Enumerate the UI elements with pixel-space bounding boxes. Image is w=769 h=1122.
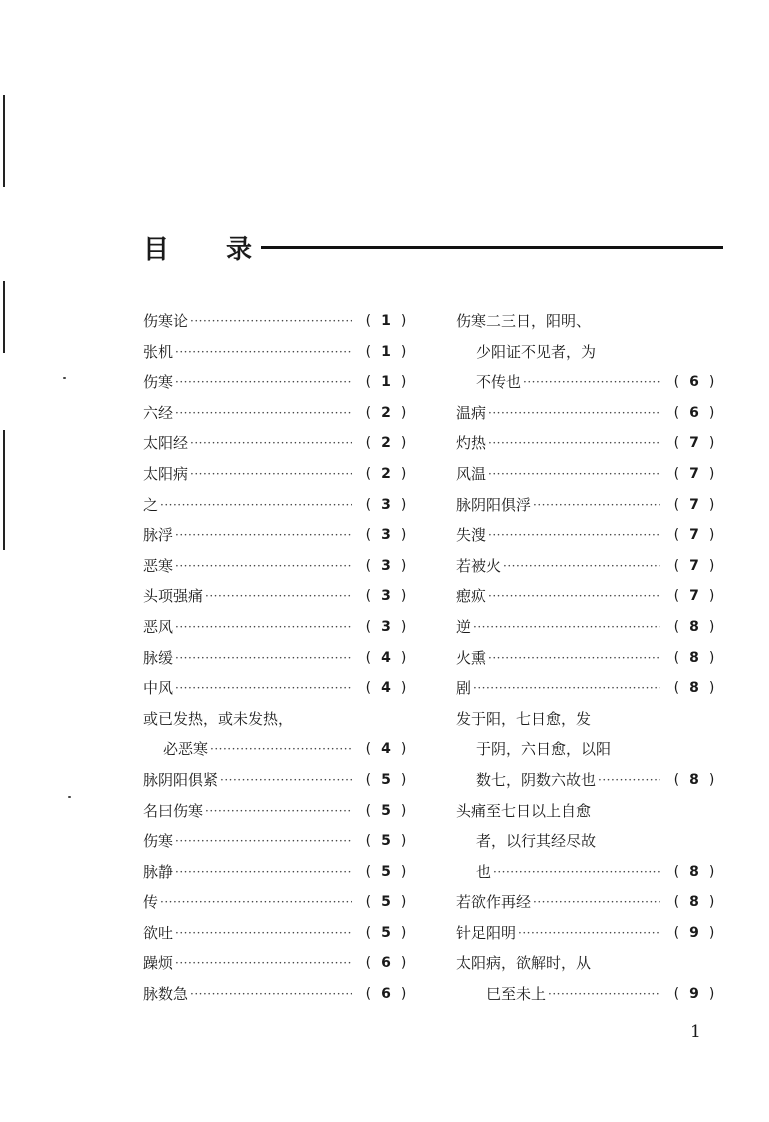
scan-speck — [68, 796, 71, 798]
toc-page-number: ( 2 ) — [365, 465, 407, 482]
toc-entry-label: 名曰伤寒 — [143, 801, 204, 820]
dot-leader — [175, 612, 352, 643]
toc-entry-label: 脉阴阳俱紧 — [143, 770, 219, 789]
toc-entry[interactable] — [143, 643, 418, 674]
toc-entry[interactable] — [143, 704, 418, 735]
page-value: 8 — [689, 680, 699, 697]
dot-leader — [473, 612, 660, 643]
toc-entry[interactable] — [456, 520, 726, 551]
toc-page-number: ( 5 ) — [365, 924, 407, 941]
page-value: 5 — [381, 863, 391, 880]
page-value: 9 — [689, 924, 699, 941]
toc-page-number: ( 9 ) — [673, 986, 715, 1003]
toc-page-number: ( 8 ) — [673, 680, 715, 697]
dot-leader — [210, 734, 352, 765]
toc-entry[interactable] — [143, 765, 418, 796]
dot-leader — [493, 857, 660, 888]
dot-leader — [175, 337, 352, 368]
page-value: 7 — [689, 527, 699, 544]
toc-page-number: ( 6 ) — [673, 404, 715, 421]
page-value: 5 — [381, 771, 391, 788]
toc-entry-label: 脉静 — [143, 862, 174, 881]
page-value: 3 — [381, 496, 391, 513]
toc-entry[interactable] — [456, 979, 726, 1010]
heading-rule — [261, 246, 723, 249]
dot-leader — [488, 459, 660, 490]
page-value: 2 — [381, 435, 391, 452]
dot-leader — [205, 796, 352, 827]
toc-entry-label: 或已发热，或未发热， — [143, 709, 294, 728]
toc-entry[interactable] — [456, 612, 726, 643]
toc-entry[interactable] — [143, 306, 418, 337]
page-value: 7 — [689, 557, 699, 574]
page-value: 3 — [381, 618, 391, 635]
dot-leader — [503, 551, 660, 582]
dot-leader — [190, 459, 352, 490]
toc-page-number: ( 4 ) — [365, 741, 407, 758]
toc-entry-label: 伤寒论 — [143, 312, 189, 330]
toc-page-number: ( 7 ) — [673, 435, 715, 452]
toc-entry-label: 少阳证不见者，为 — [476, 342, 597, 361]
toc-column-right — [456, 306, 726, 1010]
toc-entry-label: 太阳经 — [143, 434, 189, 453]
dot-leader — [533, 887, 660, 918]
toc-entry[interactable] — [456, 551, 726, 582]
dot-leader — [190, 979, 352, 1010]
toc-page-number: ( 7 ) — [673, 465, 715, 482]
toc-entry-label: 若被火 — [456, 556, 502, 575]
page-value: 4 — [381, 741, 391, 758]
toc-entry-label: 头痛至七日以上自愈 — [456, 801, 592, 820]
toc-entry[interactable] — [456, 398, 726, 429]
heading-char: 目 — [143, 235, 170, 265]
toc-page-number: ( 8 ) — [673, 894, 715, 911]
toc-page-number: ( 1 ) — [365, 313, 407, 329]
toc-entry-label: 太阳病 — [143, 464, 189, 483]
toc-entry[interactable] — [456, 428, 726, 459]
toc-page-number: ( 1 ) — [365, 374, 407, 391]
toc-entry[interactable] — [143, 581, 418, 612]
toc-entry-label: 脉缓 — [143, 648, 174, 667]
toc-entry-label: 伤寒二三日，阳明、 — [456, 312, 592, 330]
toc-entry[interactable] — [143, 826, 418, 857]
toc-page-number: ( 5 ) — [365, 802, 407, 819]
toc-entry-label: 数七，阴数六故也 — [476, 770, 597, 789]
toc-entry-label: 中风 — [143, 679, 174, 698]
toc-entry-label: 伤寒 — [143, 373, 174, 392]
toc-entry[interactable] — [456, 857, 726, 888]
scan-edge-mark — [3, 95, 5, 187]
toc-page-number: ( 4 ) — [365, 680, 407, 697]
toc-entry[interactable] — [143, 459, 418, 490]
toc-entry-label: 瘛疭 — [456, 587, 487, 606]
dot-leader — [533, 490, 660, 521]
page-value: 6 — [381, 955, 391, 972]
toc-page-number: ( 9 ) — [673, 924, 715, 941]
toc-entry[interactable] — [456, 643, 726, 674]
toc-page-number: ( 7 ) — [673, 496, 715, 513]
toc-entry-label: 灼热 — [456, 434, 487, 453]
toc-page-number: ( 4 ) — [365, 649, 407, 666]
toc-entry-label: 巳至未上 — [486, 985, 547, 1004]
toc-entry[interactable] — [456, 704, 726, 735]
toc-entry[interactable] — [143, 918, 418, 949]
toc-entry[interactable] — [143, 734, 418, 765]
dot-leader — [175, 367, 352, 398]
toc-entry-label: 剧 — [456, 679, 472, 698]
page-value: 2 — [381, 404, 391, 421]
scan-edge-mark — [3, 281, 5, 353]
toc-entry-label: 针足阳明 — [456, 923, 517, 942]
dot-leader — [175, 398, 352, 429]
toc-page-number: ( 5 ) — [365, 894, 407, 911]
toc-entry[interactable] — [456, 918, 726, 949]
toc-entry[interactable] — [456, 673, 726, 704]
toc-page-number: ( 2 ) — [365, 404, 407, 421]
dot-leader — [190, 428, 352, 459]
toc-entry[interactable] — [143, 948, 418, 979]
toc-entry-label: 于阴，六日愈，以阳 — [476, 740, 612, 759]
toc-entry-label: 失溲 — [456, 526, 487, 545]
toc-page-number: ( 3 ) — [365, 618, 407, 635]
dot-leader — [473, 673, 660, 704]
dot-leader — [488, 398, 660, 429]
heading-char: 录 — [226, 235, 253, 265]
page-value: 8 — [689, 894, 699, 911]
page-value: 1 — [381, 313, 391, 329]
toc-entry-label: 欲吐 — [143, 923, 174, 942]
toc-entry-label: 脉浮 — [143, 526, 174, 545]
dot-leader — [523, 367, 660, 398]
scan-edge-mark — [3, 430, 5, 550]
dot-leader — [175, 673, 352, 704]
dot-leader — [205, 581, 352, 612]
dot-leader — [488, 643, 660, 674]
dot-leader — [160, 490, 352, 521]
toc-entry-label: 六经 — [143, 403, 174, 422]
toc-page-number: ( 8 ) — [673, 863, 715, 880]
toc-entry-label: 温病 — [456, 403, 487, 422]
toc-page-number: ( 2 ) — [365, 435, 407, 452]
toc-page-number: ( 7 ) — [673, 527, 715, 544]
toc-entry[interactable] — [143, 337, 418, 368]
dot-leader — [518, 918, 660, 949]
dot-leader — [175, 826, 352, 857]
toc-column-left — [143, 306, 418, 1010]
toc-entry-label: 头项强痛 — [143, 587, 204, 606]
toc-entry[interactable] — [456, 367, 726, 398]
page-value: 6 — [689, 404, 699, 421]
toc-page-number: ( 5 ) — [365, 863, 407, 880]
toc-page-number: ( 5 ) — [365, 771, 407, 788]
toc-page-number: ( 1 ) — [365, 343, 407, 360]
dot-leader — [160, 887, 352, 918]
page-value: 8 — [689, 863, 699, 880]
dot-leader — [175, 520, 352, 551]
toc-entry[interactable] — [143, 520, 418, 551]
toc-entry[interactable] — [456, 765, 726, 796]
toc-page-number: ( 5 ) — [365, 833, 407, 850]
toc-entry[interactable] — [143, 673, 418, 704]
page-value: 4 — [381, 649, 391, 666]
page-value: 5 — [381, 894, 391, 911]
toc-entry-label: 风温 — [456, 464, 487, 483]
toc-page-number: ( 6 ) — [365, 955, 407, 972]
toc-entry[interactable] — [456, 948, 726, 979]
dot-leader — [220, 765, 352, 796]
dot-leader — [175, 918, 352, 949]
toc-entry[interactable] — [143, 612, 418, 643]
page-value: 7 — [689, 588, 699, 605]
page-value: 8 — [689, 649, 699, 666]
toc-heading — [143, 232, 723, 272]
toc-page-number: ( 8 ) — [673, 771, 715, 788]
toc-entry-label: 张机 — [143, 342, 174, 361]
dot-leader — [190, 306, 352, 337]
toc-entry[interactable] — [143, 857, 418, 888]
toc-entry-label: 脉阴阳俱浮 — [456, 495, 532, 514]
toc-entry[interactable] — [143, 490, 418, 521]
toc-page-number: ( 3 ) — [365, 588, 407, 605]
page-value: 8 — [689, 771, 699, 788]
page-value: 4 — [381, 680, 391, 697]
toc-entry-label: 不传也 — [476, 373, 522, 392]
page-value: 7 — [689, 496, 699, 513]
toc-entry[interactable] — [456, 337, 726, 368]
toc-entry[interactable] — [456, 887, 726, 918]
toc-page-number: ( 7 ) — [673, 557, 715, 574]
scan-speck — [63, 377, 66, 379]
dot-leader — [175, 551, 352, 582]
toc-entry[interactable] — [143, 796, 418, 827]
toc-entry-label: 脉数急 — [143, 985, 189, 1004]
toc-entry-label: 传 — [143, 893, 159, 912]
toc-entry-label: 必恶寒 — [163, 740, 209, 759]
toc-page-number: ( 3 ) — [365, 557, 407, 574]
page-value: 2 — [381, 465, 391, 482]
toc-entry[interactable] — [143, 887, 418, 918]
toc-entry-label: 之 — [143, 495, 159, 514]
toc-entry[interactable] — [143, 979, 418, 1010]
page-value: 1 — [381, 374, 391, 391]
page-value: 1 — [381, 343, 391, 360]
toc-entry-label: 者，以行其经尽故 — [476, 832, 597, 851]
toc-entry-label: 伤寒 — [143, 832, 174, 851]
toc-page-number: ( 3 ) — [365, 496, 407, 513]
toc-entry-label: 太阳病，欲解时，从 — [456, 954, 592, 973]
toc-entry[interactable] — [143, 428, 418, 459]
toc-entry[interactable] — [456, 490, 726, 521]
toc-entry[interactable] — [456, 734, 726, 765]
page-value: 3 — [381, 527, 391, 544]
toc-page-number: ( 8 ) — [673, 649, 715, 666]
toc-entry-label: 恶寒 — [143, 556, 174, 575]
toc-page-number: ( 7 ) — [673, 588, 715, 605]
toc-entry-label: 发于阳，七日愈，发 — [456, 709, 592, 728]
dot-leader — [488, 581, 660, 612]
toc-entry-label: 逆 — [456, 617, 472, 636]
toc-entry[interactable] — [456, 306, 726, 337]
page-value: 5 — [381, 833, 391, 850]
page-number: 1 — [690, 1022, 701, 1042]
toc-entry[interactable] — [456, 796, 726, 827]
dot-leader — [175, 948, 352, 979]
toc-entry-label: 若欲作再经 — [456, 893, 532, 912]
page-value: 3 — [381, 557, 391, 574]
toc-entry-label: 恶风 — [143, 617, 174, 636]
dot-leader — [175, 643, 352, 674]
page-value: 3 — [381, 588, 391, 605]
toc-entry-label: 火熏 — [456, 648, 487, 667]
dot-leader — [488, 520, 660, 551]
toc-entry[interactable] — [143, 398, 418, 429]
toc-entry[interactable] — [143, 551, 418, 582]
toc-page-number: ( 6 ) — [673, 374, 715, 391]
page-value: 9 — [689, 986, 699, 1003]
dot-leader — [548, 979, 660, 1010]
toc-entry[interactable] — [456, 581, 726, 612]
dot-leader — [488, 428, 660, 459]
dot-leader — [598, 765, 660, 796]
page-value: 7 — [689, 465, 699, 482]
toc-entry[interactable] — [143, 367, 418, 398]
toc-page-number: ( 8 ) — [673, 618, 715, 635]
toc-page-number: ( 3 ) — [365, 527, 407, 544]
toc-entry[interactable] — [456, 459, 726, 490]
page-value: 8 — [689, 618, 699, 635]
dot-leader — [175, 857, 352, 888]
page-value: 6 — [381, 986, 391, 1003]
toc-entry-label: 也 — [476, 862, 492, 881]
toc-entry-label: 躁烦 — [143, 954, 174, 973]
page-value: 5 — [381, 802, 391, 819]
toc-entry[interactable] — [456, 826, 726, 857]
page-value: 5 — [381, 924, 391, 941]
page-value: 6 — [689, 374, 699, 391]
page-value: 7 — [689, 435, 699, 452]
toc-page-number: ( 6 ) — [365, 986, 407, 1003]
